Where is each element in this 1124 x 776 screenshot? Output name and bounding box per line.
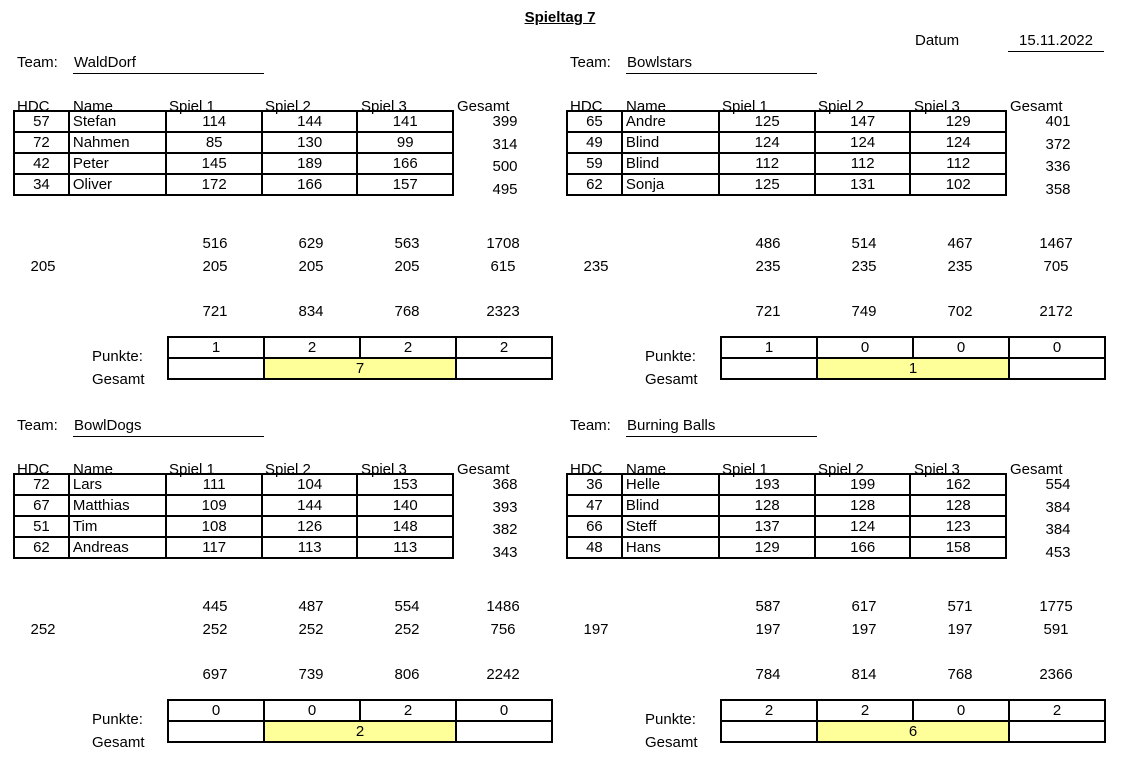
team-block <box>570 53 1124 413</box>
player-spiel2[interactable]: 130 <box>262 132 358 153</box>
points-table <box>167 336 553 380</box>
points-total-empty[interactable] <box>168 358 264 379</box>
player-spiel1[interactable]: 108 <box>166 516 262 537</box>
player-spiel1[interactable]: 145 <box>166 153 262 174</box>
points-spiel2[interactable]: 2 <box>817 700 913 721</box>
player-spiel2[interactable]: 189 <box>262 153 358 174</box>
sum-row-spiel3[interactable]: 563 <box>394 235 420 252</box>
player-total[interactable]: 336 <box>1045 158 1071 176</box>
points-total-row <box>721 358 1105 379</box>
player-row <box>14 111 453 132</box>
player-spiel2[interactable]: 104 <box>262 474 358 495</box>
player-name[interactable]: Andre <box>622 111 720 132</box>
grand-total-row-spiel3[interactable]: 806 <box>394 666 420 683</box>
sum-row-spiel1[interactable]: 445 <box>202 598 228 615</box>
points-total[interactable]: 6 <box>817 721 1009 742</box>
player-name[interactable]: Peter <box>69 153 167 174</box>
grand-total-row-total[interactable]: 2172 <box>1039 303 1073 320</box>
hdc-total[interactable]: 197 <box>583 621 609 638</box>
player-spiel1[interactable]: 125 <box>719 111 815 132</box>
sum-row-total[interactable]: 1467 <box>1039 235 1073 252</box>
player-spiel1[interactable]: 117 <box>166 537 262 558</box>
team-name[interactable]: Burning Balls <box>626 417 817 437</box>
hdc-row-total[interactable]: 756 <box>490 621 516 638</box>
team-block <box>570 416 1124 776</box>
player-spiel3[interactable]: 158 <box>910 537 1006 558</box>
points-spiel1[interactable]: 0 <box>168 700 264 721</box>
player-spiel3[interactable]: 153 <box>357 474 453 495</box>
player-name[interactable]: Matthias <box>69 495 167 516</box>
header-gesamt: Gesamt <box>1010 461 1063 478</box>
player-row <box>567 132 1006 153</box>
points-total-empty[interactable] <box>721 721 817 742</box>
grand-total-row-spiel3[interactable]: 702 <box>947 303 973 320</box>
player-spiel1[interactable]: 112 <box>719 153 815 174</box>
player-row <box>14 537 453 558</box>
player-total[interactable]: 358 <box>1045 180 1071 198</box>
hdc-row-total[interactable]: 615 <box>490 258 516 275</box>
punkte-label: Punkte: <box>92 348 143 365</box>
grand-total-row-total[interactable]: 2366 <box>1039 666 1073 683</box>
date-label: Datum <box>915 32 960 49</box>
team-block <box>17 53 577 413</box>
grand-total-row-spiel1[interactable]: 697 <box>202 666 228 683</box>
player-spiel3[interactable]: 123 <box>910 516 1006 537</box>
player-spiel2[interactable]: 166 <box>262 174 358 195</box>
hdc-row-spiel2[interactable]: 235 <box>851 258 877 275</box>
hdc-row-total[interactable]: 705 <box>1043 258 1069 275</box>
player-total[interactable]: 384 <box>1045 521 1071 539</box>
gesamt-points-label: Gesamt <box>92 371 145 388</box>
points-spiel1[interactable]: 1 <box>721 337 817 358</box>
player-row <box>567 153 1006 174</box>
player-hdc[interactable]: 62 <box>567 174 622 195</box>
points-total-row <box>721 721 1105 742</box>
points-spiel1[interactable]: 2 <box>721 700 817 721</box>
player-hdc[interactable]: 42 <box>14 153 69 174</box>
grand-total-row-spiel1[interactable]: 784 <box>755 666 781 683</box>
points-spiel3[interactable]: 2 <box>360 700 456 721</box>
team-label: Team: <box>17 54 58 71</box>
player-row <box>14 474 453 495</box>
header-gesamt: Gesamt <box>457 98 510 115</box>
page-title: Spieltag 7 <box>524 9 596 26</box>
hdc-row-spiel2[interactable]: 252 <box>298 621 324 638</box>
points-total-row <box>168 721 552 742</box>
player-spiel3[interactable]: 128 <box>910 495 1006 516</box>
hdc-total[interactable]: 252 <box>30 621 56 638</box>
player-total[interactable]: 453 <box>1045 543 1071 561</box>
header-name: Name <box>73 461 114 478</box>
player-row <box>567 174 1006 195</box>
player-total[interactable]: 399 <box>492 113 518 130</box>
points-row <box>168 337 552 358</box>
player-spiel1[interactable]: 111 <box>166 474 262 495</box>
header-name: Name <box>626 98 667 115</box>
player-spiel3[interactable]: 112 <box>910 153 1006 174</box>
player-spiel2[interactable]: 112 <box>815 153 911 174</box>
grand-total-row-total[interactable]: 2242 <box>486 666 520 683</box>
punkte-label: Punkte: <box>645 348 696 365</box>
player-hdc[interactable]: 72 <box>14 132 69 153</box>
player-spiel1[interactable]: 125 <box>719 174 815 195</box>
punkte-label: Punkte: <box>645 711 696 728</box>
player-spiel2[interactable]: 128 <box>815 495 911 516</box>
player-row <box>14 153 453 174</box>
player-row <box>14 516 453 537</box>
player-row <box>14 174 453 195</box>
player-total[interactable]: 343 <box>492 543 518 561</box>
player-spiel3[interactable]: 157 <box>357 174 453 195</box>
player-spiel2[interactable]: 144 <box>262 111 358 132</box>
player-hdc[interactable]: 57 <box>14 111 69 132</box>
player-total[interactable]: 368 <box>492 476 518 493</box>
player-name[interactable]: Helle <box>622 474 720 495</box>
player-spiel3[interactable]: 166 <box>357 153 453 174</box>
points-gesamt[interactable]: 2 <box>456 337 552 358</box>
player-table <box>13 473 454 559</box>
sum-row-spiel3[interactable]: 571 <box>947 598 973 615</box>
sum-row-total[interactable]: 1486 <box>486 598 520 615</box>
header-spiel1: Spiel 1 <box>169 461 215 478</box>
player-name[interactable]: Sonja <box>622 174 720 195</box>
player-name[interactable]: Nahmen <box>69 132 167 153</box>
header-hdc: HDC <box>17 98 50 115</box>
player-hdc[interactable]: 65 <box>567 111 622 132</box>
points-gesamt[interactable]: 2 <box>1009 700 1105 721</box>
player-spiel1[interactable]: 114 <box>166 111 262 132</box>
header-hdc: HDC <box>570 98 603 115</box>
hdc-row-spiel3[interactable]: 235 <box>947 258 973 275</box>
player-hdc[interactable]: 36 <box>567 474 622 495</box>
header-spiel1: Spiel 1 <box>169 98 215 115</box>
points-gesamt[interactable]: 0 <box>456 700 552 721</box>
points-total-empty[interactable] <box>168 721 264 742</box>
player-spiel1[interactable]: 128 <box>719 495 815 516</box>
sum-row-total[interactable]: 1708 <box>486 235 520 252</box>
player-spiel3[interactable]: 124 <box>910 132 1006 153</box>
player-row <box>14 132 453 153</box>
player-spiel3[interactable]: 99 <box>357 132 453 153</box>
player-hdc[interactable]: 51 <box>14 516 69 537</box>
player-spiel2[interactable]: 144 <box>262 495 358 516</box>
team-label: Team: <box>570 417 611 434</box>
player-name[interactable]: Hans <box>622 537 720 558</box>
sum-row-spiel1[interactable]: 516 <box>202 235 228 252</box>
player-spiel1[interactable]: 172 <box>166 174 262 195</box>
player-name[interactable]: Lars <box>69 474 167 495</box>
player-hdc[interactable]: 47 <box>567 495 622 516</box>
player-table <box>566 473 1007 559</box>
player-spiel1[interactable]: 137 <box>719 516 815 537</box>
player-row <box>14 495 453 516</box>
grand-total-row-spiel1[interactable]: 721 <box>202 303 228 320</box>
player-spiel1[interactable]: 109 <box>166 495 262 516</box>
player-total[interactable]: 495 <box>492 180 518 198</box>
points-total[interactable]: 2 <box>264 721 456 742</box>
team-label: Team: <box>570 54 611 71</box>
player-spiel1[interactable]: 85 <box>166 132 262 153</box>
player-total[interactable]: 384 <box>1045 498 1071 516</box>
gesamt-points-label: Gesamt <box>645 371 698 388</box>
player-name[interactable]: Blind <box>622 153 720 174</box>
grand-total-row-spiel2[interactable]: 749 <box>851 303 877 320</box>
gesamt-points-label: Gesamt <box>645 734 698 751</box>
header-hdc: HDC <box>17 461 50 478</box>
player-spiel2[interactable]: 113 <box>262 537 358 558</box>
hdc-row-spiel3[interactable]: 252 <box>394 621 420 638</box>
player-spiel2[interactable]: 131 <box>815 174 911 195</box>
grand-total-row-spiel2[interactable]: 739 <box>298 666 324 683</box>
points-spiel2[interactable]: 0 <box>264 700 360 721</box>
player-hdc[interactable]: 72 <box>14 474 69 495</box>
hdc-row-spiel1[interactable]: 197 <box>755 621 781 638</box>
points-total-empty[interactable] <box>1009 721 1105 742</box>
grand-total-row-total[interactable]: 2323 <box>486 303 520 320</box>
player-spiel3[interactable]: 162 <box>910 474 1006 495</box>
points-spiel2[interactable]: 2 <box>264 337 360 358</box>
player-name[interactable]: Oliver <box>69 174 167 195</box>
points-table <box>167 699 553 743</box>
points-spiel3[interactable]: 0 <box>913 700 1009 721</box>
header-spiel1: Spiel 1 <box>722 461 768 478</box>
sum-row-spiel2[interactable]: 629 <box>298 235 324 252</box>
grand-total-row-spiel3[interactable]: 768 <box>947 666 973 683</box>
grand-total-row-spiel1[interactable]: 721 <box>755 303 781 320</box>
header-spiel3: Spiel 3 <box>914 98 960 115</box>
points-row <box>168 700 552 721</box>
player-row <box>567 111 1006 132</box>
points-total-row <box>168 358 552 379</box>
header-spiel3: Spiel 3 <box>361 98 407 115</box>
team-name[interactable]: BowlDogs <box>73 417 264 437</box>
player-spiel2[interactable]: 124 <box>815 132 911 153</box>
points-spiel3[interactable]: 2 <box>360 337 456 358</box>
header-spiel2: Spiel 2 <box>818 461 864 478</box>
sum-row-spiel2[interactable]: 514 <box>851 235 877 252</box>
player-spiel3[interactable]: 148 <box>357 516 453 537</box>
grand-total-row-spiel2[interactable]: 814 <box>851 666 877 683</box>
player-total[interactable]: 393 <box>492 498 518 516</box>
player-total[interactable]: 314 <box>492 135 518 153</box>
player-spiel2[interactable]: 166 <box>815 537 911 558</box>
points-total-empty[interactable] <box>1009 358 1105 379</box>
player-name[interactable]: Stefan <box>69 111 167 132</box>
player-spiel3[interactable]: 141 <box>357 111 453 132</box>
player-row <box>567 537 1006 558</box>
player-spiel3[interactable]: 140 <box>357 495 453 516</box>
player-name[interactable]: Steff <box>622 516 720 537</box>
player-spiel1[interactable]: 193 <box>719 474 815 495</box>
points-total-empty[interactable] <box>456 358 552 379</box>
hdc-row-spiel3[interactable]: 197 <box>947 621 973 638</box>
player-hdc[interactable]: 66 <box>567 516 622 537</box>
player-total[interactable]: 554 <box>1045 476 1071 493</box>
points-gesamt[interactable]: 0 <box>1009 337 1105 358</box>
player-row <box>567 495 1006 516</box>
hdc-row-spiel1[interactable]: 235 <box>755 258 781 275</box>
player-hdc[interactable]: 62 <box>14 537 69 558</box>
header-spiel2: Spiel 2 <box>265 461 311 478</box>
player-total[interactable]: 382 <box>492 521 518 539</box>
player-hdc[interactable]: 67 <box>14 495 69 516</box>
header-gesamt: Gesamt <box>457 461 510 478</box>
points-table <box>720 699 1106 743</box>
player-spiel3[interactable]: 102 <box>910 174 1006 195</box>
grand-total-row-spiel3[interactable]: 768 <box>394 303 420 320</box>
player-table <box>566 110 1007 196</box>
header-spiel2: Spiel 2 <box>265 98 311 115</box>
player-spiel2[interactable]: 126 <box>262 516 358 537</box>
punkte-label: Punkte: <box>92 711 143 728</box>
grand-total-row-spiel2[interactable]: 834 <box>298 303 324 320</box>
player-total[interactable]: 500 <box>492 158 518 176</box>
sum-row-spiel1[interactable]: 486 <box>755 235 781 252</box>
player-name[interactable]: Blind <box>622 132 720 153</box>
points-spiel3[interactable]: 0 <box>913 337 1009 358</box>
player-table <box>13 110 454 196</box>
player-spiel1[interactable]: 129 <box>719 537 815 558</box>
player-hdc[interactable]: 59 <box>567 153 622 174</box>
date-value[interactable]: 15.11.2022 <box>1008 32 1104 52</box>
player-hdc[interactable]: 49 <box>567 132 622 153</box>
hdc-row-spiel2[interactable]: 197 <box>851 621 877 638</box>
player-hdc[interactable]: 48 <box>567 537 622 558</box>
player-name[interactable]: Tim <box>69 516 167 537</box>
hdc-row-spiel2[interactable]: 205 <box>298 258 324 275</box>
sum-row-total[interactable]: 1775 <box>1039 598 1073 615</box>
team-name[interactable]: WaldDorf <box>73 54 264 74</box>
points-row <box>721 700 1105 721</box>
player-spiel2[interactable]: 124 <box>815 516 911 537</box>
player-row <box>567 474 1006 495</box>
header-name: Name <box>73 98 114 115</box>
gesamt-points-label: Gesamt <box>92 734 145 751</box>
team-label: Team: <box>17 417 58 434</box>
sum-row-spiel1[interactable]: 587 <box>755 598 781 615</box>
header-gesamt: Gesamt <box>1010 98 1063 115</box>
header-spiel3: Spiel 3 <box>914 461 960 478</box>
header-hdc: HDC <box>570 461 603 478</box>
player-spiel3[interactable]: 113 <box>357 537 453 558</box>
player-spiel2[interactable]: 199 <box>815 474 911 495</box>
player-spiel2[interactable]: 147 <box>815 111 911 132</box>
sum-row-spiel2[interactable]: 617 <box>851 598 877 615</box>
team-name[interactable]: Bowlstars <box>626 54 817 74</box>
points-spiel1[interactable]: 1 <box>168 337 264 358</box>
player-spiel3[interactable]: 129 <box>910 111 1006 132</box>
points-spiel2[interactable]: 0 <box>817 337 913 358</box>
player-spiel1[interactable]: 124 <box>719 132 815 153</box>
player-row <box>567 516 1006 537</box>
sum-row-spiel3[interactable]: 554 <box>394 598 420 615</box>
hdc-row-total[interactable]: 591 <box>1043 621 1069 638</box>
team-block <box>17 416 577 776</box>
points-table <box>720 336 1106 380</box>
points-total-empty[interactable] <box>721 358 817 379</box>
player-total[interactable]: 372 <box>1045 135 1071 153</box>
points-total[interactable]: 7 <box>264 358 456 379</box>
header-spiel2: Spiel 2 <box>818 98 864 115</box>
player-total[interactable]: 401 <box>1045 113 1071 130</box>
points-row <box>721 337 1105 358</box>
hdc-total[interactable]: 205 <box>30 258 56 275</box>
hdc-total[interactable]: 235 <box>583 258 609 275</box>
sum-row-spiel3[interactable]: 467 <box>947 235 973 252</box>
hdc-row-spiel1[interactable]: 205 <box>202 258 228 275</box>
header-name: Name <box>626 461 667 478</box>
player-name[interactable]: Andreas <box>69 537 167 558</box>
header-spiel3: Spiel 3 <box>361 461 407 478</box>
header-spiel1: Spiel 1 <box>722 98 768 115</box>
hdc-row-spiel1[interactable]: 252 <box>202 621 228 638</box>
hdc-row-spiel3[interactable]: 205 <box>394 258 420 275</box>
points-total-empty[interactable] <box>456 721 552 742</box>
points-total[interactable]: 1 <box>817 358 1009 379</box>
player-hdc[interactable]: 34 <box>14 174 69 195</box>
sum-row-spiel2[interactable]: 487 <box>298 598 324 615</box>
player-name[interactable]: Blind <box>622 495 720 516</box>
